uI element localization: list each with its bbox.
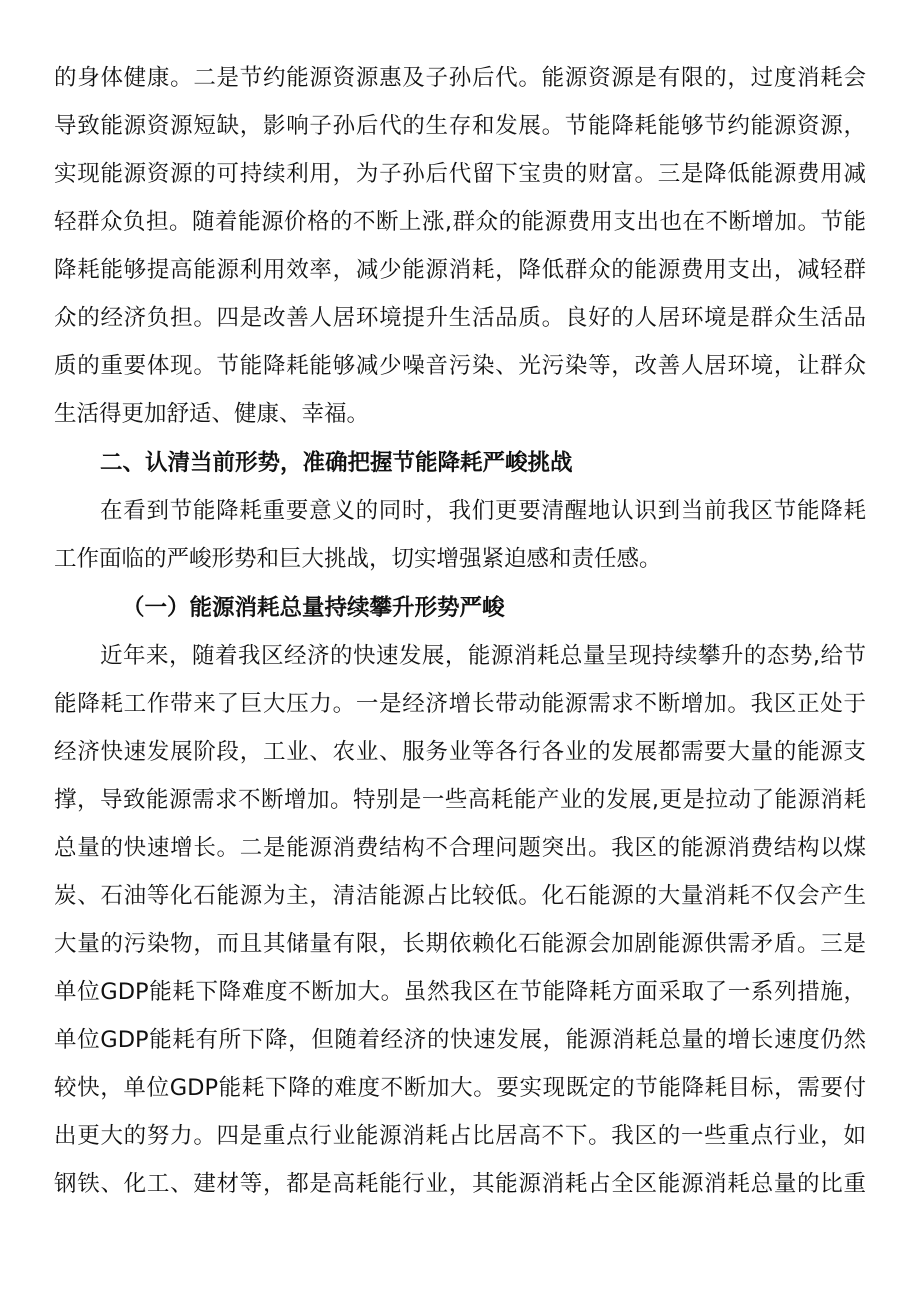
paragraph-line: 轻群众负担。随着能源价格的不断上涨,群众的能源费用支出也在不断增加。节能 [54,209,866,235]
paragraph-line: 导致能源资源短缺，影响子孙后代的生存和发展。节能降耗能够节约能源资源， [54,113,866,139]
paragraph-line: 撑，导致能源需求不断增加。特别是一些高耗能产业的发展,更是拉动了能源消耗 [54,787,866,813]
paragraph-line: 单位GDP能耗下降难度不断加大。虽然我区在节能降耗方面采取了一系列措施， [54,979,866,1005]
paragraph-line: 炭、石油等化石能源为主，清洁能源占比较低。化石能源的大量消耗不仅会产生 [54,883,866,909]
paragraph-line: 众的经济负担。四是改善人居环境提升生活品质。良好的人居环境是群众生活品 [54,305,866,331]
paragraph-line: 实现能源资源的可持续利用，为子孙后代留下宝贵的财富。三是降低能源费用减 [54,161,866,187]
paragraph-line: 在看到节能降耗重要意义的同时，我们更要清醒地认识到当前我区节能降耗 [100,498,866,524]
section-heading: 二、认清当前形势，准确把握节能降耗严峻挑战 [100,450,573,476]
paragraph-line: 钢铁、化工、建材等，都是高耗能行业，其能源消耗占全区能源消耗总量的比重 [54,1171,866,1197]
paragraph-line: 经济快速发展阶段，工业、农业、服务业等各行各业的发展都需要大量的能源支 [54,739,866,765]
paragraph-line: 出更大的努力。四是重点行业能源消耗占比居高不下。我区的一些重点行业，如 [54,1123,866,1149]
paragraph-line: 工作面临的严峻形势和巨大挑战，切实增强紧迫感和责任感。 [54,546,662,572]
paragraph-line: 总量的快速增长。二是能源消费结构不合理问题突出。我区的能源消费结构以煤 [54,835,866,861]
paragraph-line: 的身体健康。二是节约能源资源惠及子孙后代。能源资源是有限的，过度消耗会 [54,65,866,91]
paragraph-line: 近年来，随着我区经济的快速发展，能源消耗总量呈现持续攀升的态势,给节 [100,643,866,669]
subsection-heading: （一）能源消耗总量持续攀升形势严峻 [122,595,505,621]
paragraph-line: 质的重要体现。节能降耗能够减少噪音污染、光污染等，改善人居环境，让群众 [54,353,866,379]
paragraph-line: 大量的污染物，而且其储量有限，长期依赖化石能源会加剧能源供需矛盾。三是 [54,931,866,957]
paragraph-line: 较快，单位GDP能耗下降的难度不断加大。要实现既定的节能降耗目标，需要付 [54,1075,866,1101]
paragraph-line: 降耗能够提高能源利用效率，减少能源消耗，降低群众的能源费用支出，减轻群 [54,257,866,283]
paragraph-line: 单位GDP能耗有所下降，但随着经济的快速发展，能源消耗总量的增长速度仍然 [54,1027,866,1053]
paragraph-line: 能降耗工作带来了巨大压力。一是经济增长带动能源需求不断增加。我区正处于 [54,691,866,717]
paragraph-line: 生活得更加舒适、健康、幸福。 [54,401,370,427]
